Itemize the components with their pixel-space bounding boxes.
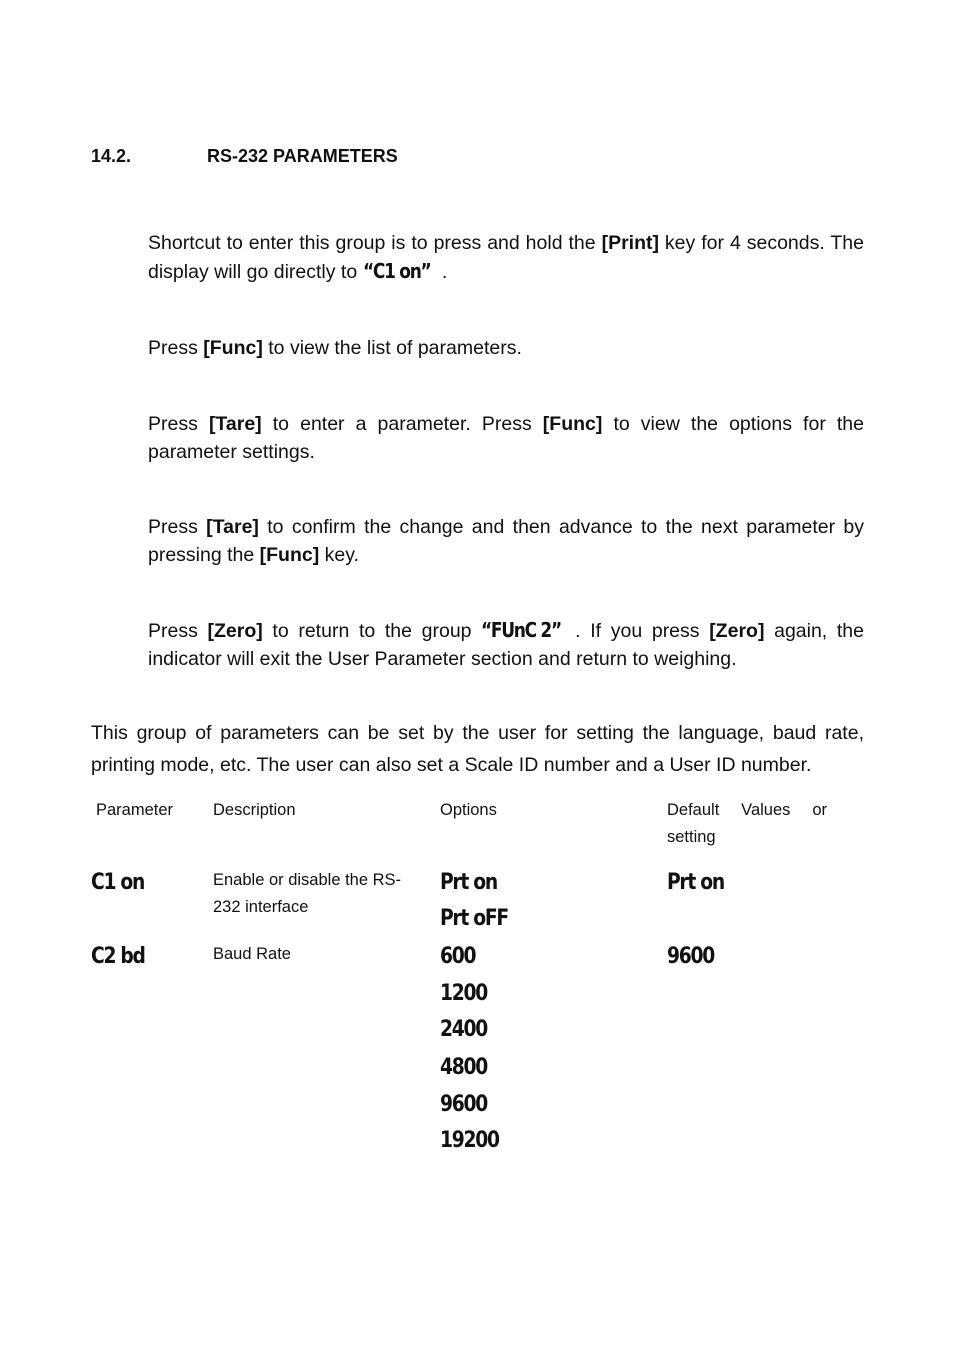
param-description: Baud Rate [213,945,291,963]
table-header-parameter: Parameter [96,801,174,819]
param-code-c1-on: C1 on [91,870,145,895]
body-paragraph: This group of parameters can be set by the user for setting the language, baud rate, printing mode, etc. The user can also set a Scale ID number and a User ID number. [91,722,864,776]
default-value: Prt on [667,870,724,895]
print-key-label: [Print] [601,232,659,254]
text: Shortcut to enter this group is to press and hold the [148,232,602,254]
zero-key-label: [Zero] [207,620,263,642]
text: to view the list of parameters. [262,337,522,359]
intro-paragraph-func [148,334,864,362]
text: to return to the group [262,620,482,642]
zero-key-label: [Zero] [709,620,765,642]
intro-paragraph-tare [148,410,864,466]
option-value: 2400 [440,1017,487,1042]
display-code-c1-on: “C1 on” [362,259,431,283]
table-header-description: Description [213,801,296,819]
param-description: Enable or disable the RS-232 interface [213,871,402,916]
text: Press [148,516,207,538]
func-key-label: [Func] [259,544,320,566]
tare-key-label: [Tare] [206,516,259,538]
func-key-label: [Func] [203,337,263,359]
intro-paragraph-confirm [148,513,864,569]
text: again, the indicator will exit the User Parameter section and return to weighing. [148,620,864,670]
param-code-c2-bd: C2 bd [91,944,145,969]
option-value: Prt oFF [440,906,508,931]
text: to confirm the change and then advance to the next parameter by pressing the [148,516,864,566]
intro-paragraph-shortcut [148,229,864,286]
option-value: 9600 [440,1092,487,1117]
option-value: 4800 [440,1055,487,1080]
text: . [441,261,448,283]
default-value: 9600 [667,944,714,969]
text: . If you press [575,620,710,642]
table-header-default: Default Values or setting [667,801,827,846]
section-number: 14.2. [91,146,132,166]
option-value: Prt on [440,870,497,895]
option-value: 1200 [440,981,487,1006]
table-header-options: Options [440,801,497,819]
intro-paragraph-zero [148,616,864,673]
text: key for 4 seconds. The display will go directly to [148,232,864,283]
text: to view the options for the parameter settings. [148,413,865,463]
text: Press [148,413,209,435]
text: Press [148,337,204,359]
func-key-label: [Func] [542,413,603,435]
option-value: 19200 [440,1128,499,1153]
text: Press [148,620,208,642]
tare-key-label: [Tare] [208,413,262,435]
display-code-func2: “FUnC 2” [481,618,562,642]
section-title: RS-232 PARAMETERS [207,146,398,166]
option-value: 600 [440,944,476,969]
text: key. [319,544,359,566]
text: to enter a parameter. Press [261,413,543,435]
